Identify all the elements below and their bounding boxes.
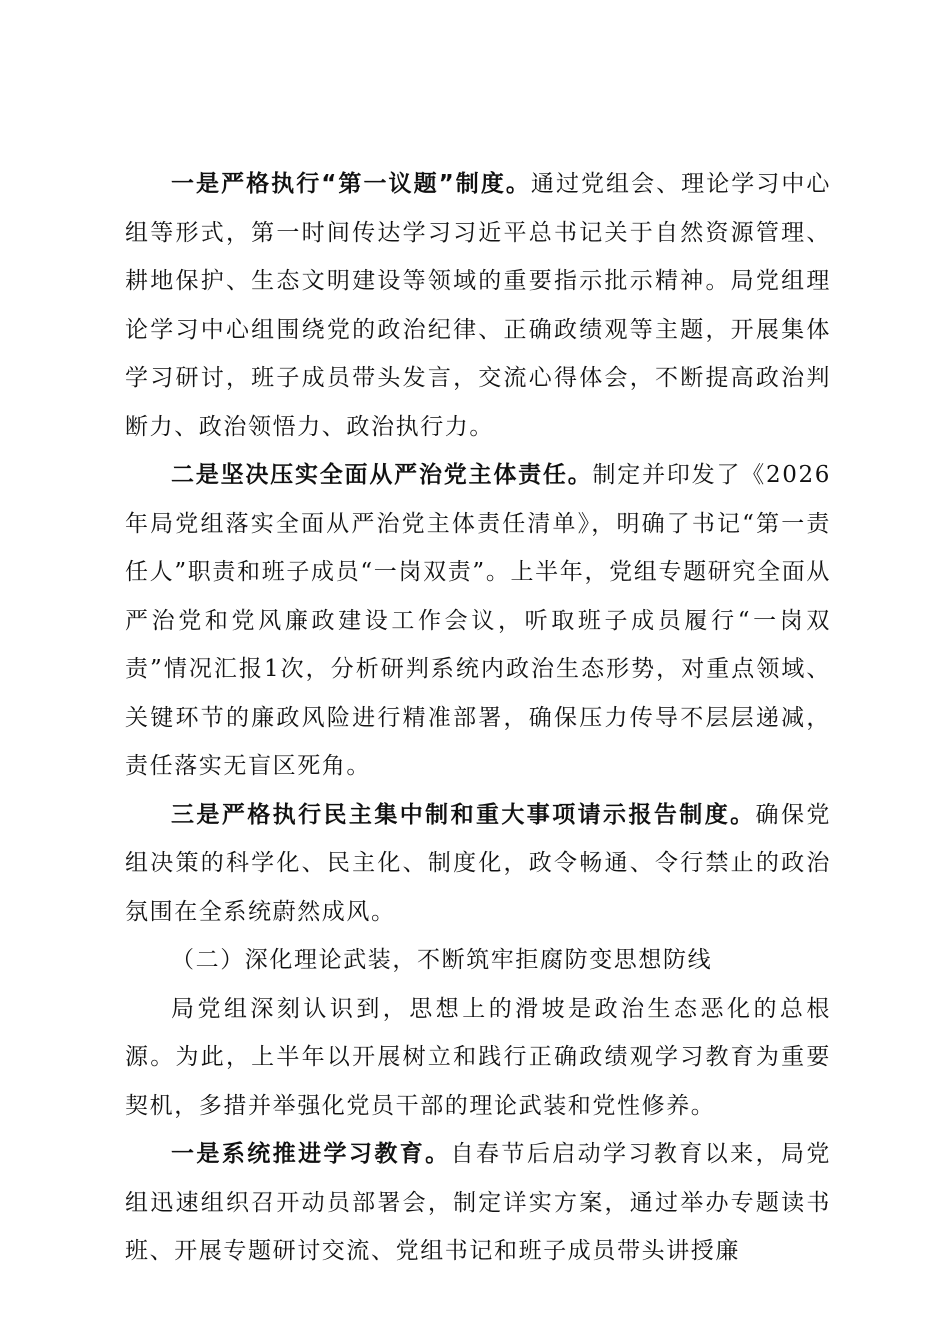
paragraph-text: 自春节后启动学习教育以来，局党组迅速组织召开动员部署会，制定详实方案，通过举办专题读书班、开展专题研讨交流、党组书记和班子成员带头讲授廉 [125,1141,831,1264]
paragraph-party-responsibility [125,451,831,791]
document-body [125,160,831,1276]
paragraph-lead: 一是严格执行“第一议题”制度。 [171,171,531,197]
paragraph-lead: 二是坚决压实全面从严治党主体责任。 [171,462,593,488]
paragraph-intro: 局党组深刻认识到，思想上的滑坡是政治生态恶化的总根源。为此，上半年以开展树立和践行正确政绩观学习教育为重要契机，多措并举强化党员干部的理论武装和党性修养。 [125,995,831,1119]
paragraph-lead: 一是系统推进学习教育。 [171,1141,451,1167]
paragraph-study-education [125,1130,831,1276]
paragraph-lead: 三是严格执行民主集中制和重大事项请示报告制度。 [171,801,756,828]
paragraph-text: 通过党组会、理论学习中心组等形式，第一时间传达学习习近平总书记关于自然资源管理、耕地保护、生态文明建设等领域的重要指示批示精神。局党组理论学习中心组围绕党的政治纪律、正确政绩观等主题，开展集体学习研讨，班子成员带头发言，交流心得体会，不断提高政治判断力、政治领悟力、政治执行力。 [125,171,831,440]
paragraph-text: 确保党组决策的科学化、民主化、制度化，政令畅通、令行禁止的政治氛围在全系统蔚然成风。 [125,801,831,925]
paragraph-text: 制定并印发了《2026年局党组落实全面从严治党主体责任清单》，明确了书记“第一责任人”职责和班子成员“一岗双责”。上半年，党组专题研究全面从严治党和党风廉政建设工作会议，听取班子成员履行“一岗双责”情况汇报1次，分析研判系统内政治生态形势，对重点领域、关键环节的廉政风险进行精准部署，确保压力传导不层层递减，责任落实无盲区死角。 [125,462,831,779]
paragraph-democratic-centralism [125,791,831,937]
section-heading: （二）深化理论武装，不断筑牢拒腐防变思想防线 [171,947,713,973]
paragraph-first-agenda [125,160,831,451]
